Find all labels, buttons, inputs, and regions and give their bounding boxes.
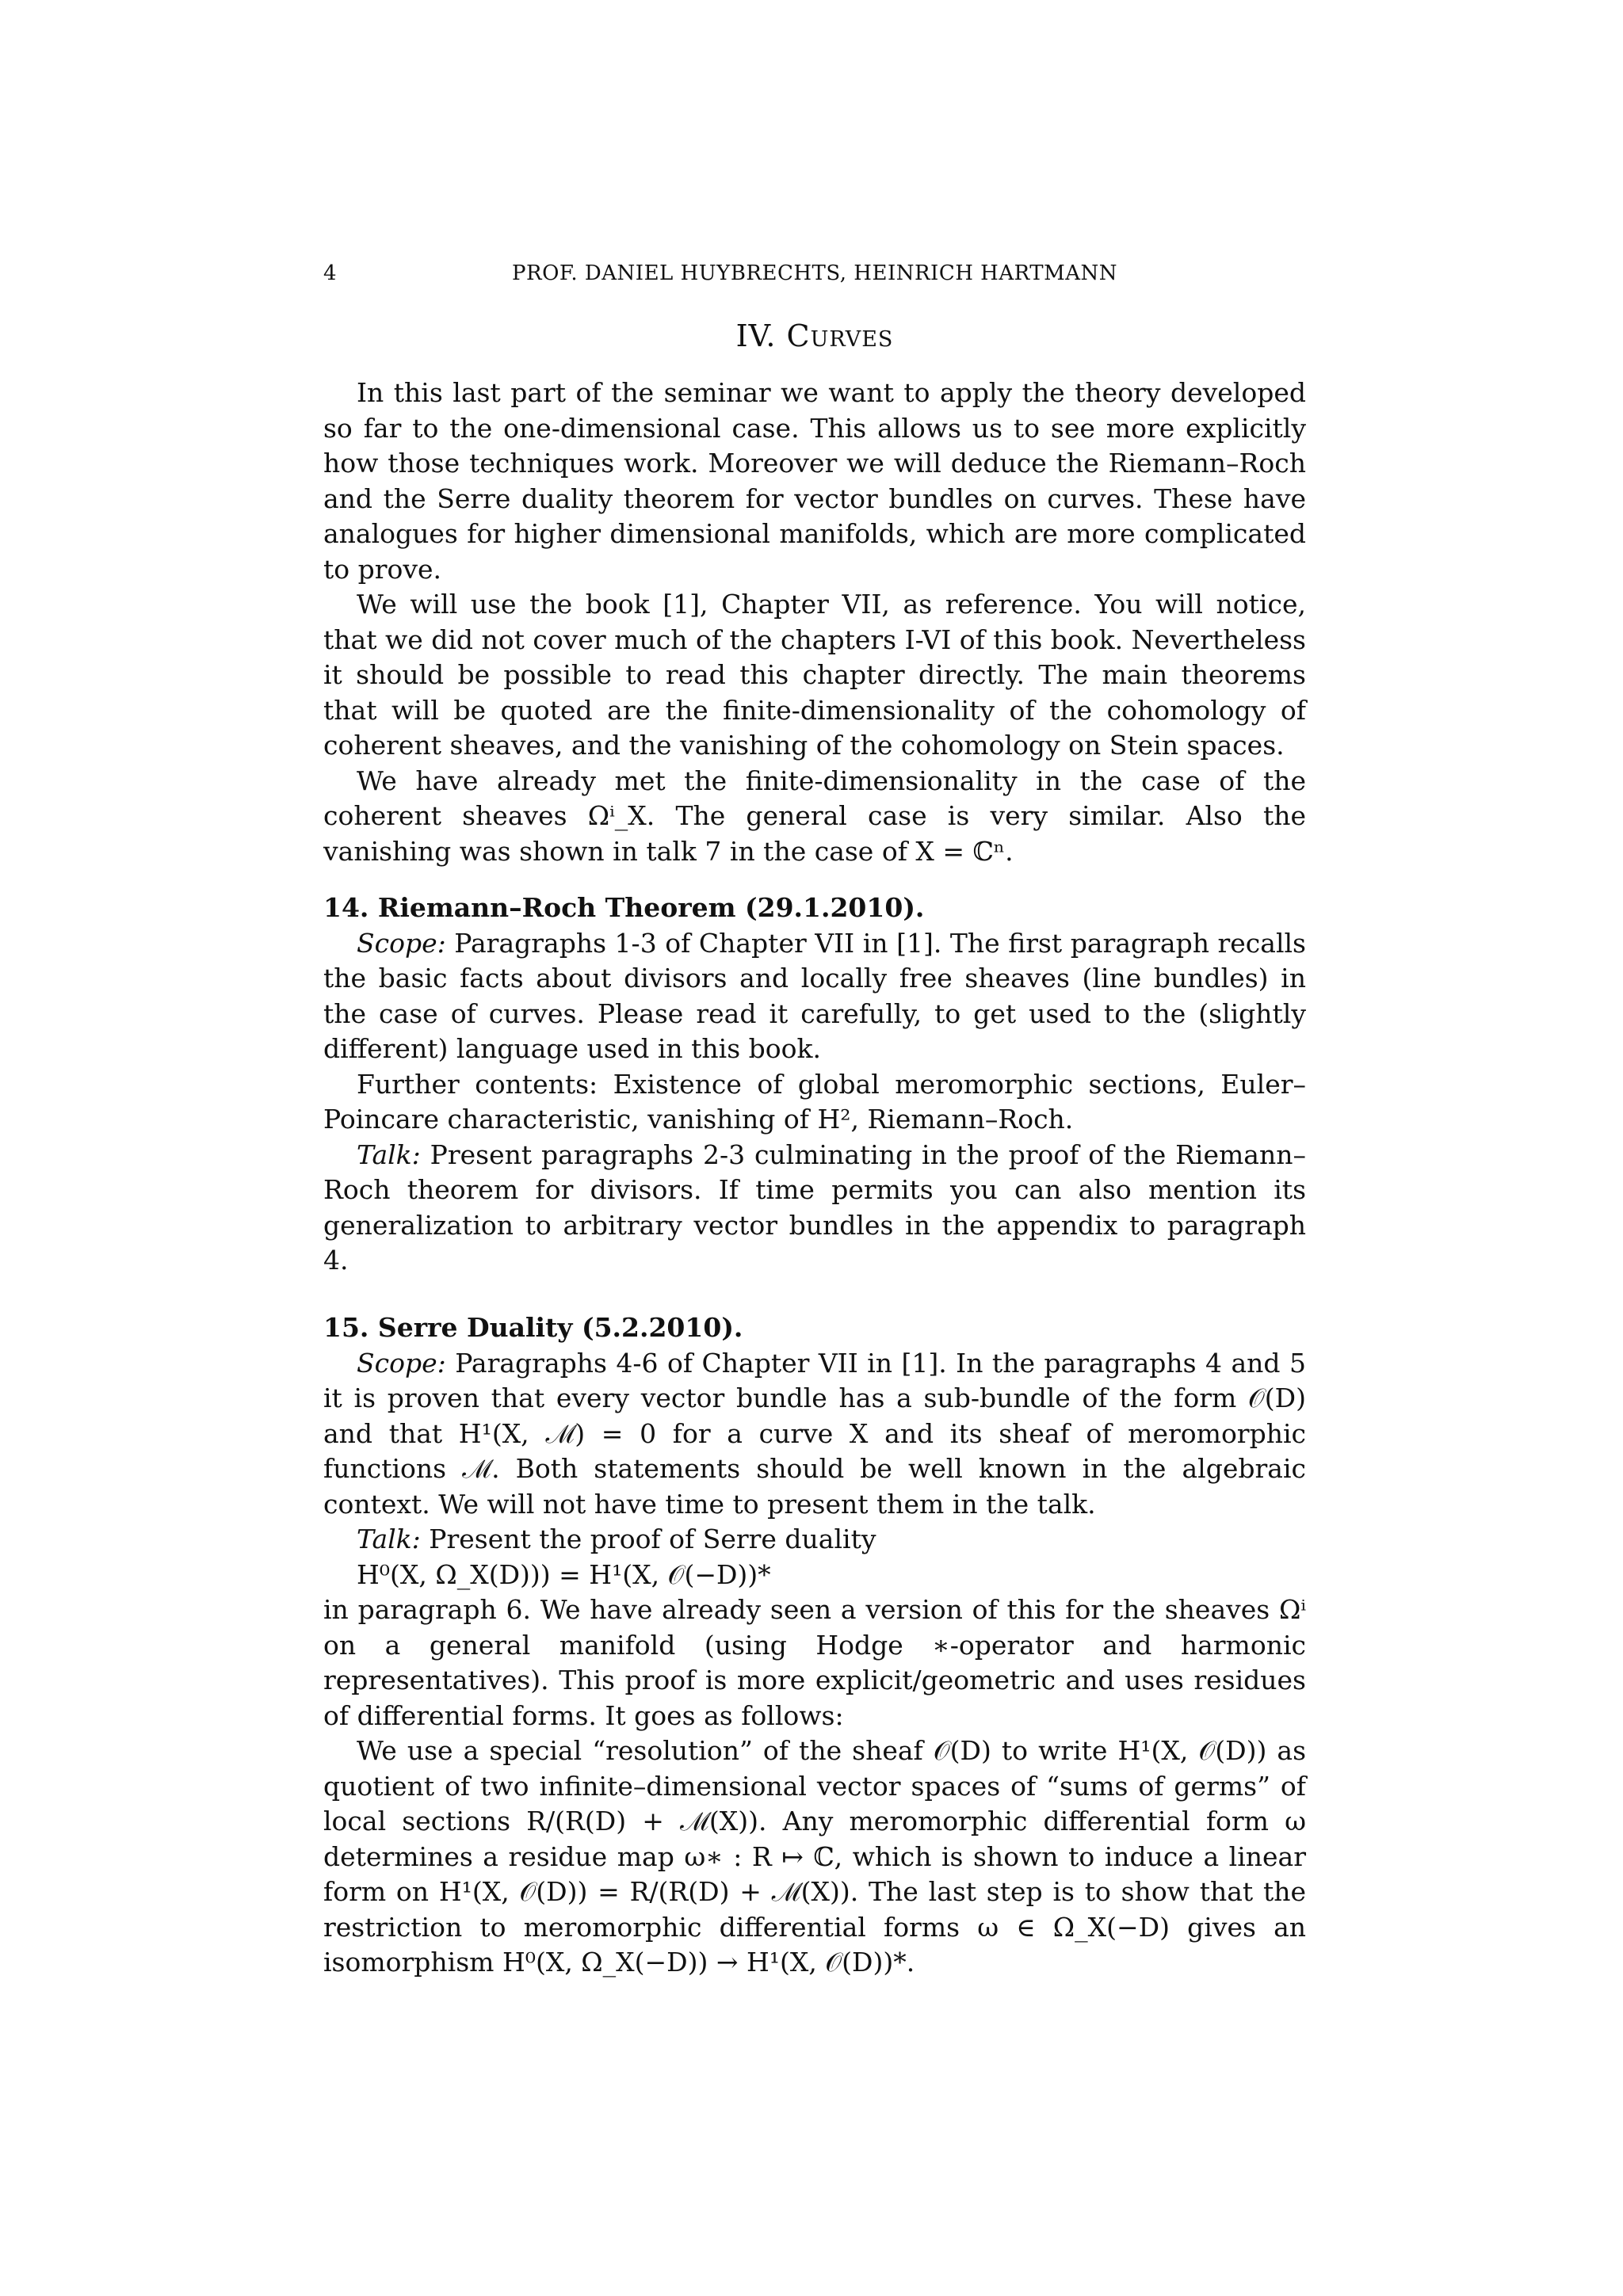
running-head: PROF. DANIEL HUYBRECHTS, HEINRICH HARTMANN	[512, 261, 1117, 285]
talk-15-heading: 15. Serre Duality (5.2.2010).	[323, 1312, 743, 1343]
talk-14-scope	[323, 926, 1306, 1067]
intro-section	[323, 376, 1306, 869]
talk-text: Present paragraphs 2-3 culminating in the proof of the Riemann–Roch theorem for divisors. If time permits you can also mention its generalization to arbitrary vector bundles in the appendix to paragraph 4.	[323, 1138, 1306, 1276]
talk-15-last-paragraph: We use a special “resolution” of the sheaf 𝒪(D) to write H¹(X, 𝒪(D)) as quotient of two infinite–dimensional vector spaces of “sums of germs” of local sections R/(R(D) + ℳ(X)). Any meromorphic differential form ω determines a residue map ω∗ : R ↦ ℂ, which is shown to induce a linear form on H¹(X, 𝒪(D)) = R/(R(D) + ℳ(X)). The last step is to show that the restriction to meromorphic differential forms ω ∈ Ω_X(−D) gives an isomorphism H⁰(X, Ω_X(−D)) → H¹(X, 𝒪(D))*.	[323, 1735, 1306, 1978]
talk-14-heading: 14. Riemann–Roch Theorem (29.1.2010).	[323, 892, 925, 923]
talk-14-further: Further contents: Existence of global meromorphic sections, Euler–Poincare characteristic, vanishing of H², Riemann–Roch.	[323, 1068, 1306, 1135]
talk-text: Present the proof of Serre duality	[420, 1524, 876, 1554]
scope-text: Paragraphs 1-3 of Chapter VII in [1]. The first paragraph recalls the basic facts about divisors and locally free sheaves (line bundles) in the case of curves. Please read it carefully, to get used to the (slightly different) language used in this book.	[323, 927, 1306, 1064]
talk-15-scope	[323, 1346, 1306, 1523]
scope-label: Scope:	[357, 1347, 446, 1379]
talk-label: Talk:	[357, 1138, 421, 1170]
scope-label: Scope:	[357, 927, 446, 959]
section-title: IV. Curves	[735, 318, 894, 353]
talk-14-talk	[323, 1138, 1306, 1279]
scope-text: Paragraphs 4-6 of Chapter VII in [1]. In the paragraphs 4 and 5 it is proven that every vector bundle has a sub-bundle of the form 𝒪(D) and that H¹(X, ℳ) = 0 for a curve X and its sheaf of meromorphic functions ℳ. Both statements should be well known in the algebraic context. We will not have time to present them in the talk.	[323, 1347, 1306, 1520]
talk-15-section	[323, 1310, 1306, 1981]
talk-14-section	[323, 891, 1306, 1279]
talk-label: Talk:	[357, 1524, 421, 1554]
intro-paragraph-3: We have already met the finite-dimensionality in the case of the coherent sheaves Ωⁱ_X. The general case is very similar. Also the vanishing was shown in talk 7 in the case of X = ℂⁿ.	[323, 765, 1306, 867]
intro-paragraph-2: We will use the book [1], Chapter VII, as reference. You will notice, that we did not cover much of the chapters I-VI of this book. Nevertheless it should be possible to read this chapter directly. The main theorems that will be quoted are the finite-dimensionality of the cohomology of coherent sheaves, and the vanishing of the cohomology on Stein spaces.	[323, 589, 1306, 761]
serre-duality-equation: H⁰(X, Ω_X(D))) = H¹(X, 𝒪(−D))*	[357, 1558, 771, 1590]
talk-15-after-equation: in paragraph 6. We have already seen a version of this for the sheaves Ωⁱ on a general manifold (using Hodge ∗-operator and harmonic representatives). This proof is more explicit/geometric and uses residues of differential forms. It goes as follows:	[323, 1594, 1306, 1731]
talk-15-talk	[323, 1522, 1306, 1558]
page-number: 4	[323, 261, 337, 285]
page-header	[323, 261, 1306, 293]
intro-paragraph-1: In this last part of the seminar we want to apply the theory developed so far to the one-dimensional case. This allows us to see more explicitly how those techniques work. Moreover we will deduce the Riemann–Roch and the Serre duality theorem for vector bundles on curves. These have analogues for higher dimensional manifolds, which are more complicated to prove.	[323, 377, 1306, 585]
